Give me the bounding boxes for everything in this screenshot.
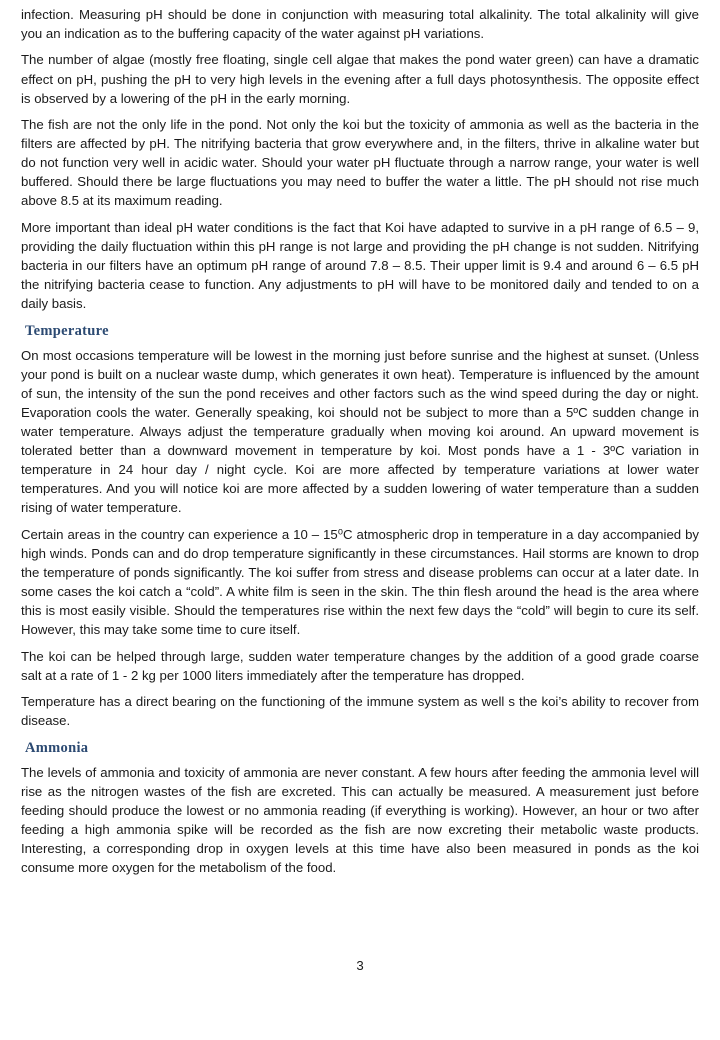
paragraph: infection. Measuring pH should be done in conjunction with measuring total alkalinity. The total alkalinity will give you an indication as to the buffering capacity of the water against pH variations. — [21, 7, 699, 42]
section-heading-temperature: Temperature — [25, 322, 109, 339]
paragraph: More important than ideal pH water conditions is the fact that Koi have adapted to survive in a pH range of 6.5 – 9, providing the daily fluctuation within this pH range is not large and providing the pH change is not sudden. Nitrifying bacteria in our filters have an optimum pH range of around 7.8 – 8.5. Their upper limit is 9.4 and around 6 – 6.5 pH the nitrifying bacteria cease to function. Any adjustments to pH will have to be monitored daily and tended to on a daily basis. — [21, 219, 699, 312]
paragraph: The number of algae (mostly free floating, single cell algae that makes the pond water green) can have a dramatic effect on pH, pushing the pH to very high levels in the evening after a full days photosynthesis. The opposite effect is observed by a lowering of the pH in the early morning. — [21, 52, 699, 106]
document-page — [21, 5, 699, 884]
temperature-section — [21, 321, 699, 731]
paragraph: On most occasions temperature will be lowest in the morning just before sunrise and the highest at sunset. (Unless your pond is built on a nuclear waste dump, which generates it own heat). Temperature is influenced by the amount of sun, the intensity of the sun the pond receives and other factors such as the wind speed during the day or night. Evaporation cools the water. Generally speaking, koi should not be subject to more than a 5ºC sudden change in water temperature. Always adjust the temperature gradually when moving koi around. An upward movement is tolerated better than a downward movement in temperature by koi. Most ponds have a 1 - 3ºC variation in temperature in 24 hour day / night cycle. Koi are more affected by temperature variations at lower water temperatures. And you will notice koi are more affected by a sudden lowering of water temperature than a sudden rising of water temperature. — [21, 347, 699, 516]
page-number: 3 — [356, 958, 364, 973]
section-heading-ammonia: Ammonia — [25, 739, 89, 756]
ph-section-continued — [21, 5, 699, 313]
paragraph: The koi can be helped through large, sudden water temperature changes by the addition of a good grade coarse salt at a rate of 1 - 2 kg per 1000 liters immediately after the temperature has dropped. — [21, 648, 699, 683]
ammonia-section — [21, 738, 699, 878]
paragraph: The levels of ammonia and toxicity of ammonia are never constant. A few hours after feeding the ammonia level will rise as the nitrogen wastes of the fish are excreted. This can actually be measured. A measurement just before feeding should produce the lowest or no ammonia reading (if everything is working). However, an hour or two after feeding a high ammonia spike will be recorded as the fish are now excreting their metabolic waste products. Interesting, a corresponding drop in oxygen levels at this time have also been measured in ponds as the koi consume more oxygen for the metabolism of the food. — [21, 764, 699, 876]
paragraph: The fish are not the only life in the pond. Not only the koi but the toxicity of ammonia as well as the bacteria in the filters are affected by pH. The nitrifying bacteria that grow everywhere and, in the filters, thrive in alkaline water but do not function very well in acidic water. Should your water pH fluctuate through a narrow range, your water is well buffered. Should there be large fluctuations you may need to buffer the water a little. The pH should not rise much above 8.5 at its maximum reading. — [21, 117, 699, 209]
paragraph: Temperature has a direct bearing on the functioning of the immune system as well s the koi’s ability to recover from disease. — [21, 694, 699, 729]
paragraph: Certain areas in the country can experience a 10 – 15⁰C atmospheric drop in temperature in a day accompanied by high winds. Ponds can and do drop temperature significantly in these circumstances. Hail storms are known to drop the temperature of ponds significantly. The koi suffer from stress and disease problems can occur at a later date. In some cases the koi catch a “cold”. A white film is seen in the skin. The thin flesh around the head is the area where this is most easily visible. Should the temperatures rise within the next few days the “cold” will begin to cure its self. However, this may take some time to cure itself. — [21, 526, 699, 638]
